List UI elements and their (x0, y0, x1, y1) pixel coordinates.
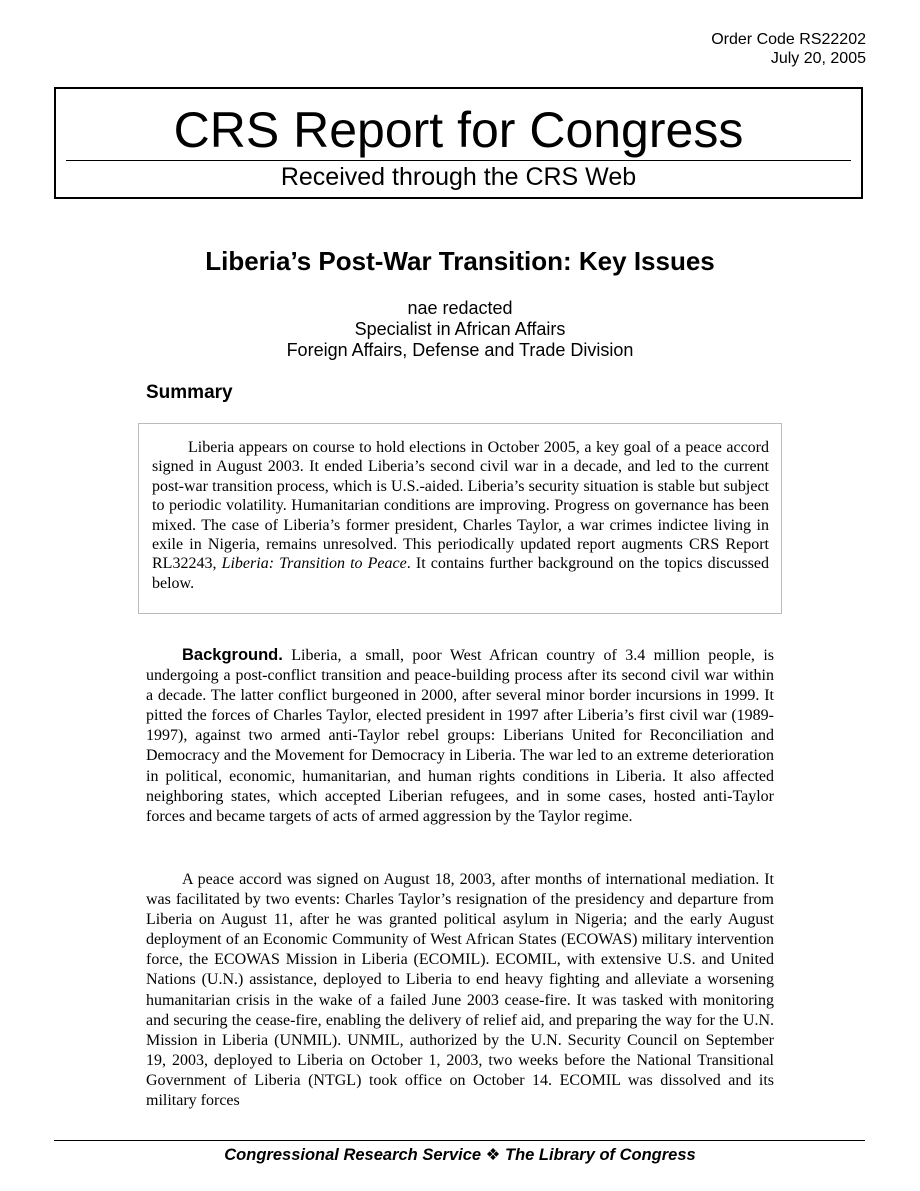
summary-text-main: Liberia appears on course to hold elections in October 2005, a key goal of a peace accord signed in August 2003. It ended Liberia’s second civil war in a decade, and led to the current post-war transition process, which is U.S.-aided. Liberia’s security situation is stable but subject to periodic volatility. Humanitarian conditions are improving. Progress on governance has been mixed. The case of Liberia’s former president, Charles Taylor, a war crimes indictee living in exile in Nigeria, remains unresolved. This periodically updated report augments CRS Report RL32243, (152, 439, 769, 573)
summary-cited-report: Liberia: Transition to Peace (221, 555, 407, 573)
footer-text: Congressional Research Service ❖ The Library of Congress (224, 1146, 696, 1164)
author-name: nae redacted (407, 298, 513, 318)
masthead-title: CRS Report for Congress (173, 102, 744, 158)
background-heading: Background. (182, 646, 283, 664)
footer-rule (54, 1140, 865, 1141)
author-role: Specialist in African Affairs (354, 319, 566, 339)
summary-heading: Summary (146, 382, 233, 403)
background-paragraph (146, 645, 774, 827)
order-code: Order Code RS22202 (711, 31, 866, 48)
order-info (711, 30, 866, 68)
author-division: Foreign Affairs, Defense and Trade Division (286, 340, 634, 360)
background-text: Liberia, a small, poor West African country of 3.4 million people, is undergoing a post-conflict transition and peace-building process after its second civil war within a decade. The latter conflict burgeoned in 2000, after several minor border incursions in 1999. It pitted the forces of Charles Taylor, elected president in 1997 after Liberia’s first civil war (1989-1997), against two armed anti-Taylor rebel groups: Liberians United for Reconciliation and Democracy and the Movement for Democracy in Liberia. The war led to an extreme deterioration in political, economic, humanitarian, and human rights conditions in Liberia. It also affected neighboring states, which accepted Liberian refugees, and in some cases, hosted anti-Taylor forces and became targets of acts of armed aggression by the Taylor regime. (146, 647, 774, 825)
report-date: July 20, 2005 (770, 50, 866, 67)
report-title: Liberia’s Post-War Transition: Key Issues (205, 246, 715, 276)
summary-text-end: . It contains further background on the topics discussed below. (152, 555, 769, 592)
summary-text (152, 438, 769, 593)
summary-box (138, 423, 782, 614)
masthead-rule (66, 160, 851, 161)
author-block (0, 298, 920, 361)
peace-accord-paragraph: A peace accord was signed on August 18, 2003, after months of international mediation. It was facilitated by two events: Charles Taylor’s resignation of the presidency and departure from Liberia on August 11, after he was granted political asylum in Nigeria; and the early August deployment of an Economic Community of West African States (ECOWAS) military intervention force, the ECOWAS Mission in Liberia (ECOMIL). ECOMIL, with extensive U.S. and United Nations (U.N.) assistance, deployed to Liberia to end heavy fighting and alleviate a worsening humanitarian crisis in the wake of a failed June 2003 cease-fire. It was tasked with monitoring and securing the cease-fire, enabling the delivery of relief aid, and preparing the way for the U.N. Mission in Liberia (UNMIL). UNMIL, authorized by the U.N. Security Council on September 19, 2003, deployed to Liberia on October 1, 2003, two weeks before the National Transitional Government of Liberia (NTGL) took office on October 14. ECOMIL was dissolved and its military forces (146, 871, 774, 1110)
masthead-subtitle: Received through the CRS Web (280, 163, 637, 191)
masthead (54, 87, 863, 199)
